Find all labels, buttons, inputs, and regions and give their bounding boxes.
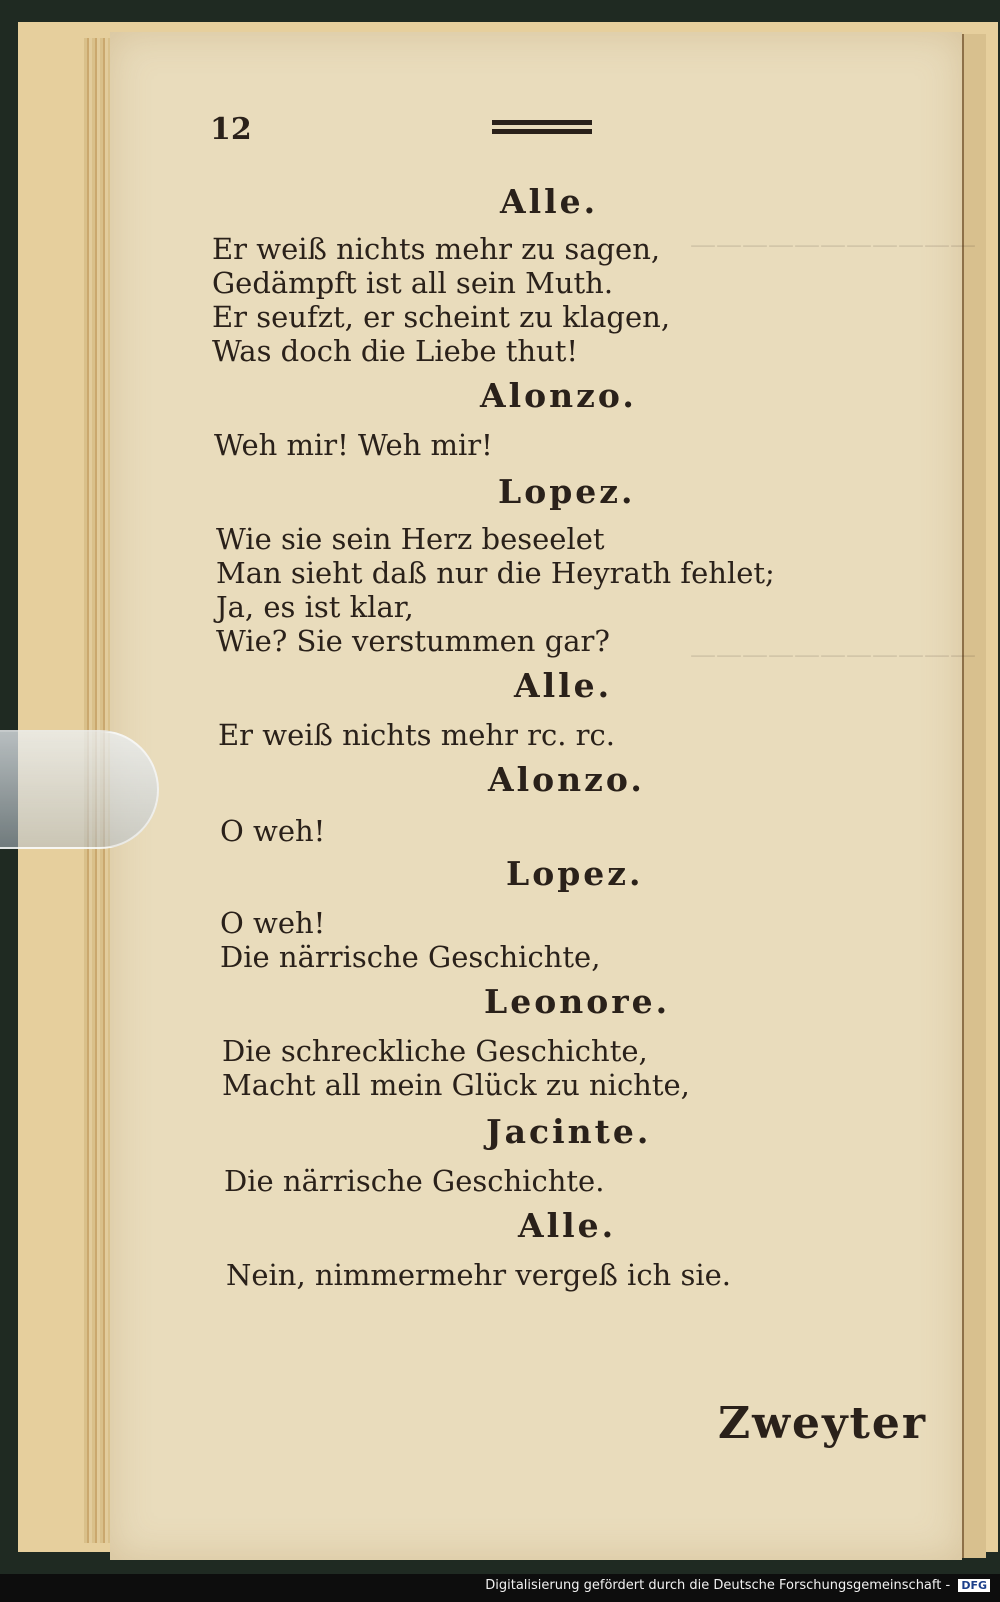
speaker-heading: Lopez. (506, 854, 644, 893)
show-through-text: ——————————— (690, 230, 976, 260)
verse-line: Die närrische Geschichte, (220, 940, 601, 974)
verse-line: Wie sie sein Herz beseelet (216, 522, 605, 556)
verse-line: O weh! (220, 906, 326, 940)
header-rule (492, 120, 592, 134)
facing-page-edge (962, 34, 986, 1558)
verse-line: Macht all mein Glück zu nichte, (222, 1068, 690, 1102)
speaker-heading: Lopez. (498, 472, 636, 511)
verse-line: Gedämpft ist all sein Muth. (212, 266, 614, 300)
verse-line: Er seufzt, er scheint zu klagen, (212, 300, 671, 334)
verse-line: Nein, nimmermehr vergeß ich sie. (226, 1258, 731, 1292)
dfg-logo: DFG (958, 1579, 990, 1592)
footer-credit-text: Digitalisierung gefördert durch die Deutsche Forschungsgemeinschaft - (485, 1578, 951, 1593)
verse-line: Ja, es ist klar, (216, 590, 414, 624)
catchword: Zweyter (718, 1398, 928, 1449)
footer-credit (485, 1578, 990, 1593)
speaker-heading: Jacinte. (486, 1112, 652, 1151)
verse-line: Weh mir! Weh mir! (214, 428, 493, 462)
speaker-heading: Alonzo. (488, 760, 645, 799)
speaker-heading: Alle. (514, 666, 613, 705)
verse-line: O weh! (220, 814, 326, 848)
verse-line: Er weiß nichts mehr zu sagen, (212, 232, 661, 266)
speaker-heading: Leonore. (484, 982, 671, 1021)
verse-line: Die närrische Geschichte. (224, 1164, 605, 1198)
verse-line: Man sieht daß nur die Heyrath fehlet; (216, 556, 775, 590)
page-holder-clip (0, 730, 159, 849)
verse-line: Die schreckliche Geschichte, (222, 1034, 648, 1068)
show-through-text: ——————————— (690, 640, 976, 670)
speaker-heading: Alle. (518, 1206, 617, 1245)
speaker-heading: Alonzo. (480, 376, 637, 415)
verse-line: Er weiß nichts mehr rc. rc. (218, 718, 616, 752)
speaker-heading: Alle. (500, 182, 599, 221)
page-number: 12 (210, 112, 252, 147)
verse-line: Wie? Sie verstummen gar? (216, 624, 610, 658)
verse-line: Was doch die Liebe thut! (212, 334, 579, 368)
